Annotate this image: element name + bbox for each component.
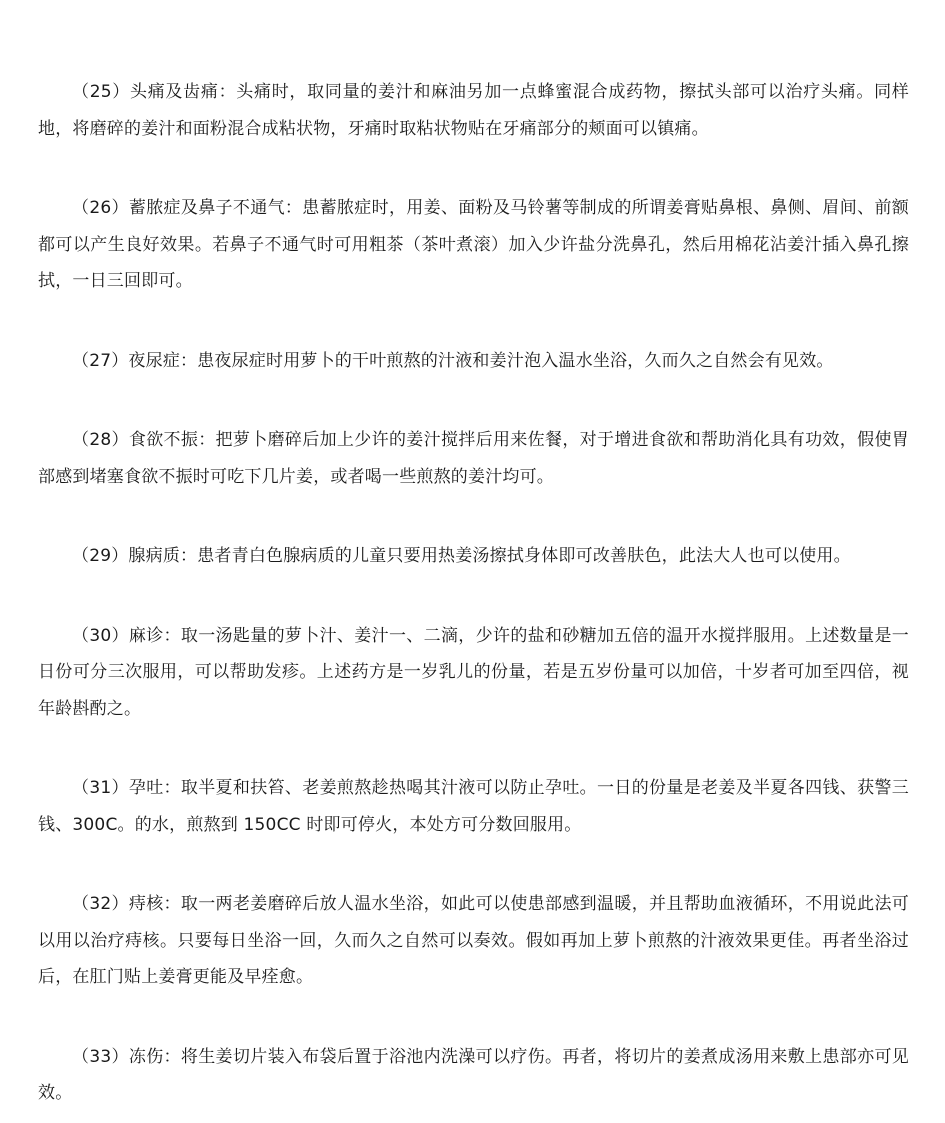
paragraph-27-enuresis: （27）夜尿症：患夜尿症时用萝卜的干叶煎熬的汁液和姜汁泡入温水坐浴，久而久之自然会有见效。 — [72, 350, 834, 371]
paragraph-29-scrofula: （29）腺病质：患者青白色腺病质的儿童只要用热姜汤擦拭身体即可改善肤色，此法大人也可以使用。 — [72, 546, 851, 566]
paragraph-32-hemorrhoids: （32）痔核：取一两老姜磨碎后放人温水坐浴，如此可以使患部感到温暖，并且帮助血液循环，不用说此法可以用以治疗痔核。只要每日坐浴一回，久而久之自然可以奏效。假如再加上萝卜煎熬的汁液效果更佳。再者坐浴过后，在肛门贴上姜膏更能及早痊愈。 — [38, 894, 909, 987]
paragraph-28-appetite-loss: （28）食欲不振：把萝卜磨碎后加上少许的姜汁搅拌后用来佐餐，对于增进食欲和帮助消化具有功效，假使胃部感到堵塞食欲不振时可吃下几片姜，或者喝一些煎熬的姜汁均可。 — [38, 430, 909, 487]
paragraph-25-headache-toothache: （25）头痛及齿痛：头痛时，取同量的姜汁和麻油另加一点蜂蜜混合成药物，擦拭头部可以治疗头痛。同样地，将磨碎的姜汁和面粉混合成粘状物，牙痛时取粘状物贴在牙痛部分的颊面可以镇痛。 — [38, 82, 909, 139]
paragraph-26-sinusitis: （26）蓄脓症及鼻子不通气：患蓄脓症时，用姜、面粉及马铃薯等制成的所谓姜膏贴鼻根、鼻侧、眉间、前额都可以产生良好效果。若鼻子不通气时可用粗茶（茶叶煮滚）加入少许盐分洗鼻孔，然后用棉花沾姜汁插入鼻孔擦拭，一日三回即可。 — [38, 198, 909, 291]
paragraph-30-measles: （30）麻诊：取一汤匙量的萝卜汁、姜汁一、二滴，少许的盐和砂糖加五倍的温开水搅拌服用。上述数量是一日份可分三次服用，可以帮助发疹。上述药方是一岁乳儿的份量，若是五岁份量可以加倍，十岁者可加至四倍，视年龄斟酌之。 — [38, 625, 909, 719]
paragraph-33-frostbite: （33）冻伤：将生姜切片装入布袋后置于浴池内洗澡可以疗伤。再者，将切片的姜煮成汤用来敷上患部亦可见效。 — [38, 1046, 909, 1103]
paragraph-31-morning-sickness: （31）孕吐：取半夏和扶笞、老姜煎熬趁热喝其汁液可以防止孕吐。一日的份量是老姜及半夏各四钱、获警三钱、300C。的水，煎熬到 150CC 时即可停火，本处方可分数回服用。 — [38, 778, 909, 835]
